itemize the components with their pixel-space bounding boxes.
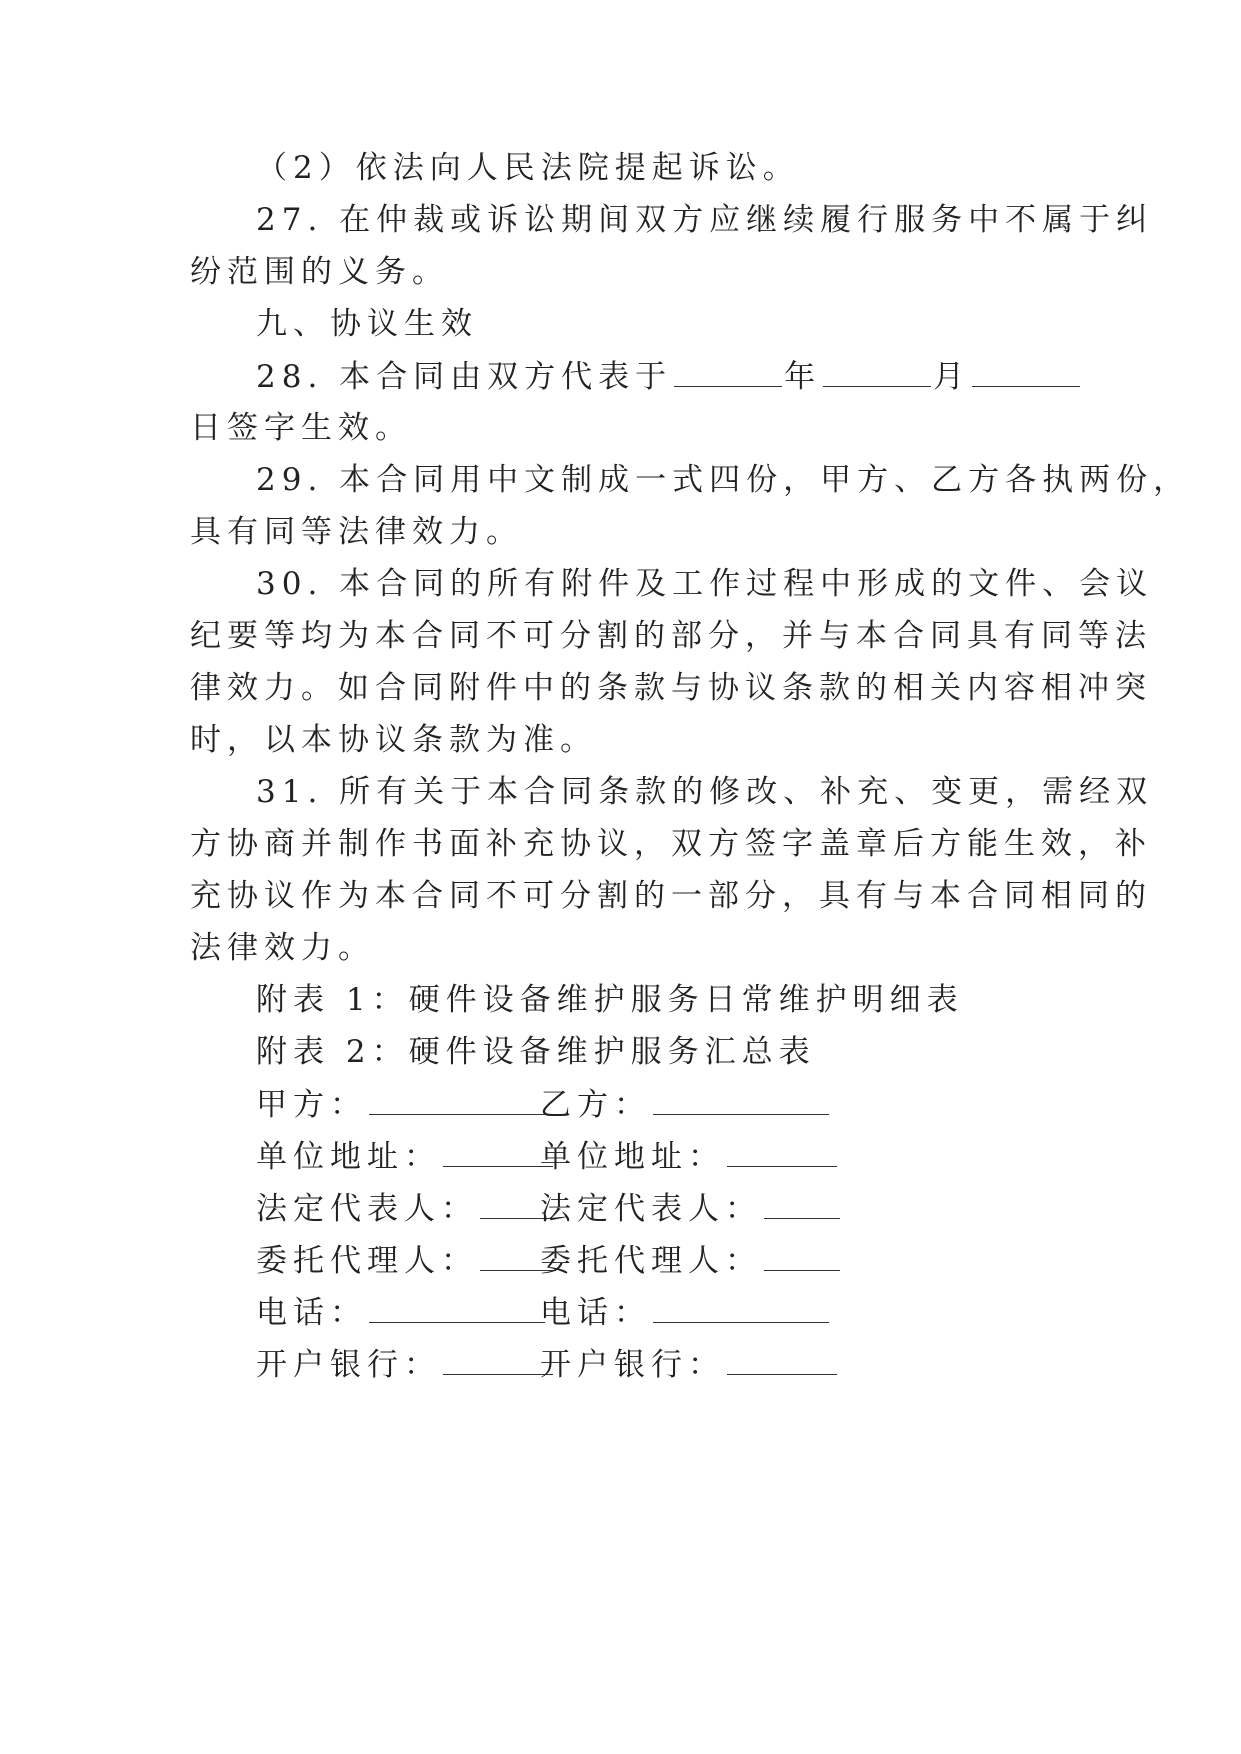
clause-31-line-3: 充协议作为本合同不可分割的一部分，具有与本合同相同的 [190, 878, 1152, 914]
party-a-field [256, 1084, 547, 1125]
day-blank [972, 356, 1080, 387]
signature-row-agent [190, 1240, 1056, 1280]
document-page [190, 0, 1191, 1754]
signature-row-bank [190, 1344, 1056, 1384]
agent-b-field [540, 1240, 842, 1281]
year-label: 年 [784, 359, 822, 395]
phone-a-blank [369, 1292, 545, 1323]
address-a-field [256, 1136, 555, 1177]
phone-a-label: 电话： [256, 1295, 367, 1331]
bank-a-blank [443, 1344, 553, 1375]
party-a-blank [369, 1084, 545, 1115]
clause-28-line-2: 日签字生效。 [190, 410, 412, 446]
clause-27-line-2: 纷范围的义务。 [190, 254, 449, 290]
bank-b-blank [727, 1344, 837, 1375]
address-b-field [540, 1136, 839, 1177]
clause-30-line-4: 时，以本协议条款为准。 [190, 722, 597, 758]
legal-rep-b-label: 法定代表人： [540, 1191, 762, 1227]
party-b-field [540, 1084, 831, 1125]
section-heading-effectiveness: 九、协议生效 [256, 306, 478, 342]
phone-a-field [256, 1292, 547, 1333]
year-blank [674, 356, 782, 387]
address-b-blank [727, 1136, 837, 1167]
clause-27-line-1: 27. 在仲裁或诉讼期间双方应继续履行服务中不属于纠 [256, 202, 1154, 238]
clause-31-line-2: 方协商并制作书面补充协议，双方签字盖章后方能生效，补 [190, 826, 1152, 862]
agent-b-blank [764, 1240, 840, 1271]
signature-row-phone [190, 1292, 1056, 1332]
agent-b-label: 委托代理人： [540, 1243, 762, 1279]
clause-31-line-1: 31. 所有关于本合同条款的修改、补充、变更，需经双 [256, 774, 1154, 810]
paragraph-litigation: （2）依法向人民法院提起诉讼。 [256, 150, 800, 186]
signature-row-party [190, 1084, 1056, 1124]
month-blank [823, 356, 931, 387]
phone-b-field [540, 1292, 831, 1333]
bank-a-label: 开户银行： [256, 1347, 441, 1383]
clause-30-line-1: 30. 本合同的所有附件及工作过程中形成的文件、会议 [256, 566, 1154, 602]
agent-a-label: 委托代理人： [256, 1243, 478, 1279]
legal-rep-b-blank [764, 1188, 840, 1219]
agent-a-field [256, 1240, 558, 1281]
clause-30-line-2: 纪要等均为本合同不可分割的部分，并与本合同具有同等法 [190, 618, 1152, 654]
bank-b-field [540, 1344, 839, 1385]
address-a-blank [443, 1136, 553, 1167]
phone-b-label: 电话： [540, 1295, 651, 1331]
legal-rep-a-label: 法定代表人： [256, 1191, 478, 1227]
attachment-1: 附表 1：硬件设备维护服务日常维护明细表 [256, 982, 964, 1018]
party-b-label: 乙方： [540, 1087, 651, 1123]
bank-b-label: 开户银行： [540, 1347, 725, 1383]
party-b-blank [653, 1084, 829, 1115]
clause-28-line-1 [256, 356, 1082, 396]
address-a-label: 单位地址： [256, 1139, 441, 1175]
party-a-label: 甲方： [256, 1087, 367, 1123]
attachment-2: 附表 2：硬件设备维护服务汇总表 [256, 1034, 816, 1070]
month-label: 月 [933, 359, 971, 395]
clause-28-prefix: 28. 本合同由双方代表于 [256, 359, 673, 395]
legal-rep-b-field [540, 1188, 842, 1229]
phone-b-blank [653, 1292, 829, 1323]
signature-row-address [190, 1136, 1056, 1176]
legal-rep-a-field [256, 1188, 558, 1229]
signature-row-legal-rep [190, 1188, 1056, 1228]
clause-30-line-3: 律效力。如合同附件中的条款与协议条款的相关内容相冲突 [190, 670, 1152, 706]
clause-29-line-1: 29. 本合同用中文制成一式四份，甲方、乙方各执两份， [256, 462, 1191, 498]
clause-29-line-2: 具有同等法律效力。 [190, 514, 523, 550]
bank-a-field [256, 1344, 555, 1385]
address-b-label: 单位地址： [540, 1139, 725, 1175]
clause-31-line-4: 法律效力。 [190, 930, 375, 966]
